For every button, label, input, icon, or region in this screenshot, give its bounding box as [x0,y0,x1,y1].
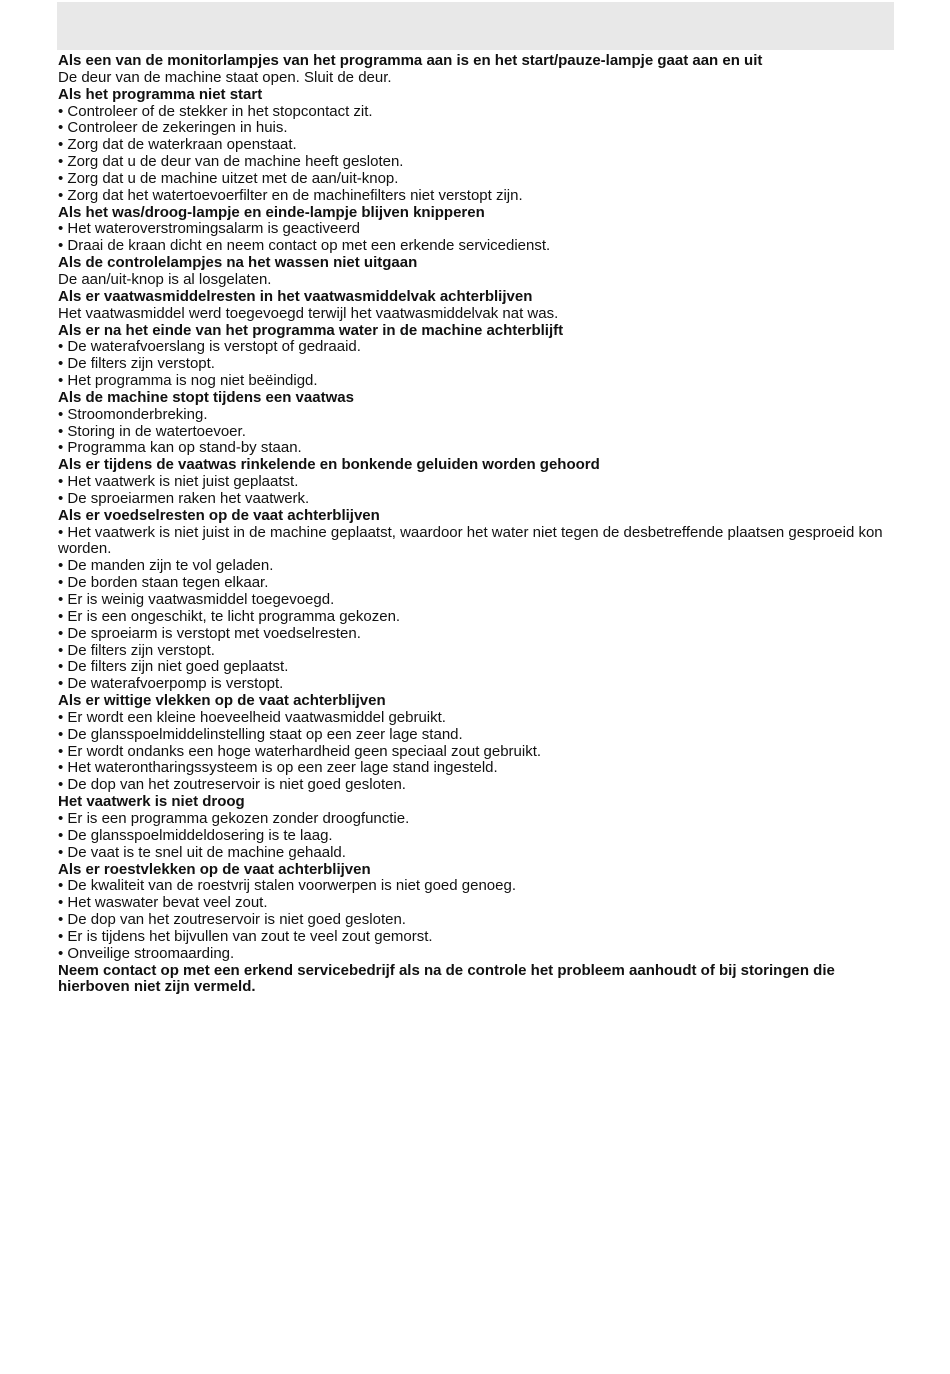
section-line: • De waterafvoerpomp is verstopt. [58,675,284,693]
section-line: • De glansspoelmiddeldosering is te laag. [58,826,333,844]
section-heading: Als er na het einde van het programma water in de machine achterblijft [58,321,564,339]
section-line: • Er is een ongeschikt, te licht programma gekozen. [58,607,401,625]
section-line: • Er wordt ondanks een hoge waterhardheid geen speciaal zout gebruikt. [58,742,542,760]
section-heading: Als er wittige vlekken op de vaat achterblijven [58,692,386,710]
section-line: • De filters zijn verstopt. [58,355,215,373]
section-line: • Zorg dat u de machine uitzet met de aan/uit-knop. [58,169,399,187]
section-line: • Het waterontharingssysteem is op een zeer lage stand ingesteld. [58,759,498,777]
section-line: • De filters zijn verstopt. [58,641,215,659]
section-line: • Er is weinig vaatwasmiddel toegevoegd. [58,591,335,608]
section-line: • De glansspoelmiddelinstelling staat op een zeer lage stand. [58,725,463,743]
section-heading: Als de controlelampjes na het wassen niet uitgaan [58,254,418,272]
header-bar [57,2,894,50]
section-line: • De filters zijn niet goed geplaatst. [58,658,289,676]
section-line: • Het waswater bevat veel zout. [58,894,268,912]
section-line: • Draai de kraan dicht en neem contact op met een erkende servicedienst. [58,237,551,255]
section-heading: Als het programma niet start [58,85,263,103]
section-line: Het vaatwasmiddel werd toegevoegd terwijl het vaatwasmiddelvak nat was. [58,304,559,322]
section-heading: Als er voedselresten op de vaat achterblijven [58,506,380,524]
section-line: • Het vaatwerk is niet juist geplaatst. [58,473,299,491]
section-line: • De kwaliteit van de roestvrij stalen voorwerpen is niet goed genoeg. [58,877,517,895]
section-line: • Er wordt een kleine hoeveelheid vaatwasmiddel gebruikt. [58,708,446,726]
section-line: • De vaat is te snel uit de machine gehaald. [58,843,346,861]
section-line: • Onveilige stroomaarding. [58,944,235,962]
section-line: • Stroomonderbreking. [58,405,208,423]
section-line: • Het programma is nog niet beëindigd. [58,372,318,390]
section-line: • Zorg dat de waterkraan openstaat. [58,136,297,154]
section-line: • Het vaatwerk is niet juist in de machine geplaatst, waardoor het water niet tegen de desbetreffende plaatsen gesproeid kon worden. [58,523,883,558]
section-heading: Als er tijdens de vaatwas rinkelende en bonkende geluiden worden gehoord [58,456,600,474]
section-line: • Controleer de zekeringen in huis. [58,119,288,137]
section-line: • Er is een programma gekozen zonder droogfunctie. [58,809,410,827]
section-line: • Controleer of de stekker in het stopcontact zit. [58,102,373,120]
section-line: • Er is tijdens het bijvullen van zout te veel zout gemorst. [58,927,433,945]
section-line: • De dop van het zoutreservoir is niet goed gesloten. [58,911,406,929]
section-line: De aan/uit-knop is al losgelaten. [58,270,272,288]
section-line: • Storing in de watertoevoer. [58,422,246,440]
section-heading: Als er vaatwasmiddelresten in het vaatwasmiddelvak achterblijven [58,287,533,305]
section-heading: Als de machine stopt tijdens een vaatwas [58,388,354,406]
section-line: • De manden zijn te vol geladen. [58,557,274,575]
section-line: • De dop van het zoutreservoir is niet goed gesloten. [58,776,406,794]
section-heading: Als het was/droog-lampje en einde-lampje blijven knipperen [58,203,485,221]
section-line: • Het wateroverstromingsalarm is geactiveerd [58,220,361,238]
section-line: De deur van de machine staat open. Sluit de deur. [58,68,392,86]
section-heading: Als een van de monitorlampjes van het programma aan is en het start/pauze-lampje gaat aan en uit [58,52,763,69]
section-line: • Programma kan op stand-by staan. [58,439,302,457]
section-line: • De sproeiarmen raken het vaatwerk. [58,489,310,507]
section-heading: Als er roestvlekken op de vaat achterblijven [58,860,371,878]
troubleshooting-text [58,53,888,996]
section-line: • De borden staan tegen elkaar. [58,574,269,592]
section-heading: Neem contact op met een erkend servicebedrijf als na de controle het probleem aanhoudt of bij storingen die hierboven niet zijn vermeld. [58,961,835,996]
section-heading: Het vaatwerk is niet droog [58,793,245,811]
section-line: • De sproeiarm is verstopt met voedselresten. [58,624,361,642]
section-line: • De waterafvoerslang is verstopt of gedraaid. [58,338,361,356]
section-line: • Zorg dat het watertoevoerfilter en de machinefilters niet verstopt zijn. [58,186,523,204]
section-line: • Zorg dat u de deur van de machine heeft gesloten. [58,153,404,171]
